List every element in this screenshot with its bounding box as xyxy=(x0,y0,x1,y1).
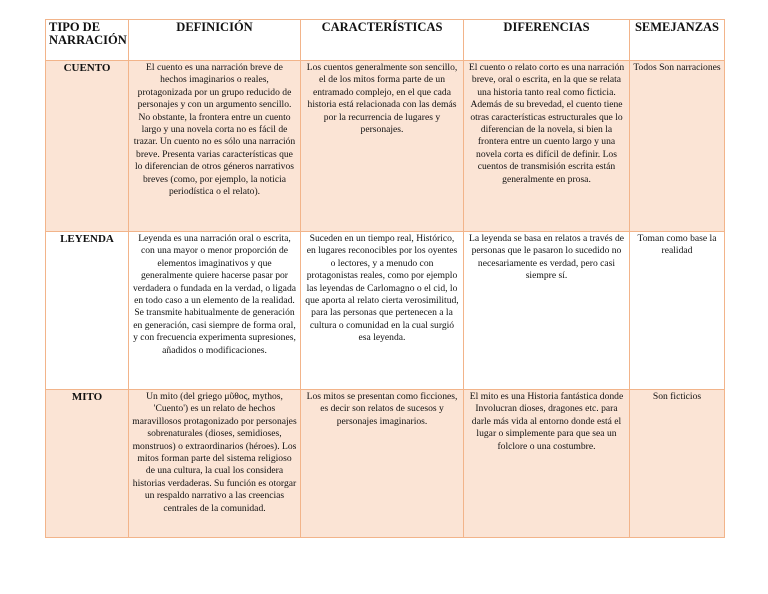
header-tipo: TIPO DE NARRACIÓN xyxy=(46,20,129,61)
row-label-leyenda: LEYENDA xyxy=(46,232,129,390)
cell-caracteristicas-leyenda: Suceden en un tiempo real, Histórico, en lugares reconocibles por los oyentes o lectores, y a menudo con protagonistas reales, como por ejemplo las leyendas de Carlomagno o el cid, lo que aporta al relato cierta verosimilitud, para las personas que pertenecen a la cultura o comunidad en la cual surgió esa leyenda. xyxy=(301,232,464,390)
header-caracteristicas: CARACTERÍSTICAS xyxy=(301,20,464,61)
row-label-mito: MITO xyxy=(46,390,129,538)
cell-diferencias-mito: El mito es una Historia fantástica donde Involucran dioses, dragones etc. para darle más vida al entorno donde está el lugar o simplemente para que sea un folclore o una costumbre. xyxy=(464,390,630,538)
cell-definicion-leyenda: Leyenda es una narración oral o escrita, con una mayor o menor proporción de elementos imaginativos y que generalmente quiere hacerse pasar por verdadera o fundada en la verdad, o ligada en todo caso a un elemento de la realidad. Se transmite habitualmente de generación en generación, casi siempre de forma oral, y con frecuencia experimenta supresiones, añadidos o modificaciones. xyxy=(129,232,301,390)
cell-definicion-mito: Un mito (del griego μῦθος, mythos, 'Cuento') es un relato de hechos maravillosos protagonizado por personajes sobrenaturales (dioses, semidioses, monstruos) o extraordinarios (héroes). Los mitos forman parte del sistema religioso de una cultura, la cual los considera historias verdaderas. Su función es otorgar un respaldo narrativo a las creencias centrales de la comunidad. xyxy=(129,390,301,538)
table-row-cuento xyxy=(46,61,725,232)
header-semejanzas: SEMEJANZAS xyxy=(630,20,725,61)
cell-diferencias-leyenda: La leyenda se basa en relatos a través de personas que le pasaron lo sucedido no necesariamente es verdad, pero casi siempre sí. xyxy=(464,232,630,390)
table-row-leyenda xyxy=(46,232,725,390)
comparison-table xyxy=(45,19,725,538)
header-definicion: DEFINICIÓN xyxy=(129,20,301,61)
header-diferencias: DIFERENCIAS xyxy=(464,20,630,61)
header-row xyxy=(46,20,725,61)
row-label-cuento: CUENTO xyxy=(46,61,129,232)
cell-definicion-cuento: El cuento es una narración breve de hechos imaginarios o reales, protagonizada por un grupo reducido de personajes y con un argumento sencillo. No obstante, la frontera entre un cuento largo y una novela corta no es fácil de trazar. Un cuento no es sólo una narración breve. Presenta varias características que lo diferencian de otros géneros narrativos breves (como, por ejemplo, la noticia periodística o el relato). xyxy=(129,61,301,232)
cell-semejanzas-cuento: Todos Son narraciones xyxy=(630,61,725,232)
table-row-mito xyxy=(46,390,725,538)
cell-semejanzas-leyenda: Toman como base la realidad xyxy=(630,232,725,390)
cell-caracteristicas-mito: Los mitos se presentan como ficciones, es decir son relatos de sucesos y personajes imaginarios. xyxy=(301,390,464,538)
cell-diferencias-cuento: El cuento o relato corto es una narración breve, oral o escrita, en la que se relata una historia tanto real como ficticia. Además de su brevedad, el cuento tiene otras características estructurales que lo diferencian de la novela, si bien la frontera entre un cuento largo y una novela corta es difícil de definir. Los cuentos de transmisión escrita están generalmente en prosa. xyxy=(464,61,630,232)
cell-caracteristicas-cuento: Los cuentos generalmente son sencillo, el de los mitos forma parte de un entramado complejo, en el que cada historia está relacionada con las demás por la recurrencia de lugares y personajes. xyxy=(301,61,464,232)
cell-semejanzas-mito: Son ficticios xyxy=(630,390,725,538)
